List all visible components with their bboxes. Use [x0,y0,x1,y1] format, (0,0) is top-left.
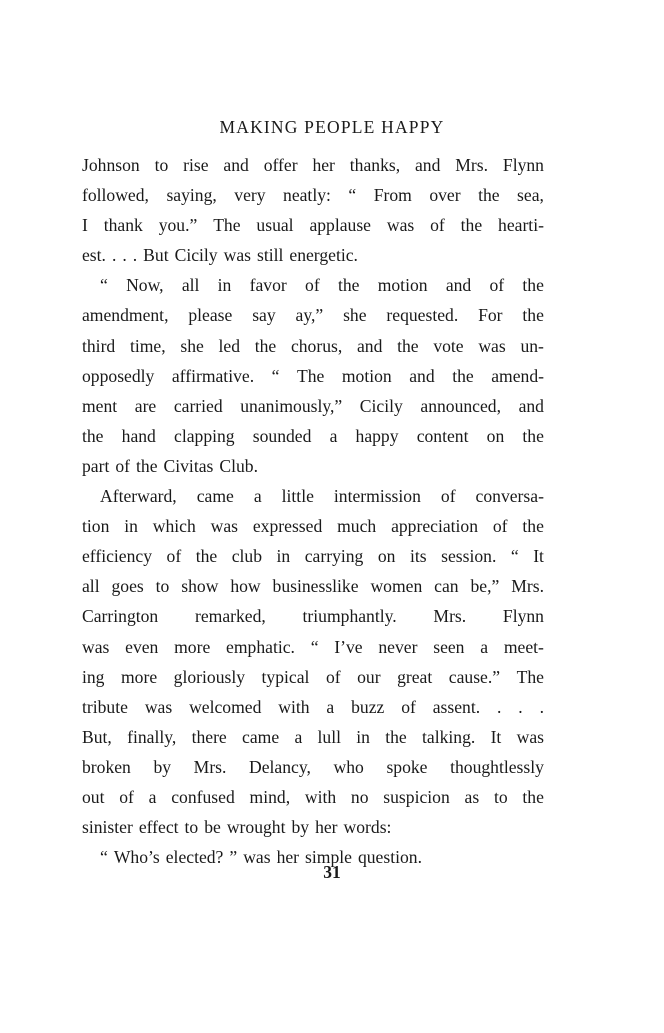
text-line: amendment, please say ay,” she requested. For the [82,305,544,326]
text-line: But, finally, there came a lull in the talking. It was [82,726,544,747]
text-line: was even more emphatic. “ I’ve never seen a meet- [82,636,544,657]
text-line: third time, she led the chorus, and the vote was un- [82,335,544,356]
text-line: tion in which was expressed much appreciation of the [82,516,544,537]
text-line: Carrington remarked, triumphantly. Mrs. Flynn [82,606,544,627]
text-line: sinister effect to be wrought by her words: [82,817,392,838]
text-line: ing more gloriously typical of our great cause.” The [82,666,544,687]
text-line: all goes to show how businesslike women can be,” Mrs. [82,576,544,597]
text-line: est. . . . But Cicily was still energetic. [82,245,358,266]
text-line: the hand clapping sounded a happy content on the [82,425,544,446]
text-line: Afterward, came a little intermission of conversa- [100,486,544,507]
text-line: tribute was welcomed with a buzz of assent. . . . [82,696,544,717]
text-line: ment are carried unanimously,” Cicily announced, and [82,395,544,416]
text-line: I thank you.” The usual applause was of the hearti- [82,215,544,236]
text-line: “ Who’s elected? ” was her simple question. [100,847,422,868]
text-line: efficiency of the club in carrying on its session. “ It [82,546,544,567]
body-text [82,150,544,872]
text-line: broken by Mrs. Delancy, who spoke thoughtlessly [82,756,544,777]
text-line: out of a confused mind, with no suspicion as to the [82,786,544,807]
page-number: 31 [323,862,341,882]
text-line: Johnson to rise and offer her thanks, and Mrs. Flynn [82,155,544,175]
text-line: followed, saying, very neatly: “ From over the sea, [82,185,544,206]
text-line: part of the Civitas Club. [82,455,258,476]
running-head: MAKING PEOPLE HAPPY [219,117,445,137]
text-line: “ Now, all in favor of the motion and of the [100,275,544,296]
text-line: opposedly affirmative. “ The motion and the amend- [82,365,544,386]
